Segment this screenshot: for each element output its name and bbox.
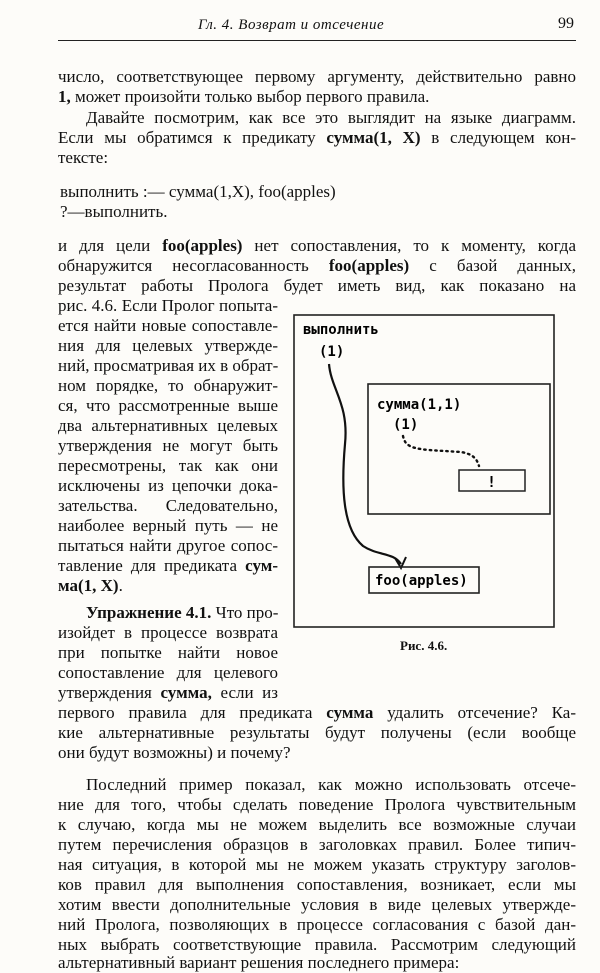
text-line: результат работы Пролога будет иметь вид, как показано на [58,276,576,295]
text-line: ний, просматривая их в обрат- [58,356,279,375]
text-line: наиболее верный путь — не [58,516,278,535]
text-line: пытаться найти другое сопос- [58,536,278,555]
text-line: зательства. Следовательно, [58,496,278,515]
flow-arrow-line [329,364,401,564]
text-line: и для цели foo(apples) нет сопоставления, то к моменту, когда [58,236,577,255]
text-line: ных выбрать соответствующие правила. Рассмотрим следующий [58,935,576,954]
dotted-backtrack [403,436,479,466]
page-number: 99 [558,15,574,32]
exercise-line: при попытке найти новое [58,643,278,662]
text-line: ном порядке, то обнаружит- [58,376,278,395]
exercise-line: первого правила для предиката сумма удалить отсечение? Ка- [58,703,576,722]
exercise-line: утверждения сумма, если из [58,683,278,702]
exercise-line: сопоставление для целевого [58,663,278,682]
figure-diagram [293,314,555,628]
code-line: ?—выполнить. [60,202,168,221]
text-line: пересмотрены, так как они [58,456,278,475]
inner-num: (1) [393,417,419,433]
text-line: альтернативный вариант решения последнего примера: [58,953,460,972]
text-line: число, соответствующее первому аргументу, действительно равно [58,67,576,86]
text-line: ется найти новые сопоставле- [58,316,278,335]
text-line: ние для того, чтобы сделать поведение Пролога чувствительным [58,795,576,814]
exercise-line: Упражнение 4.1. Что про- [86,603,279,622]
page-header [58,14,576,41]
text-line: 1, может произойти только выбор первого правила. [58,87,430,106]
text-line: ков правил для выполнения сопоставления, возникает, если мы [58,875,576,894]
figure-caption: Рис. 4.6. [400,638,448,653]
outer-num: (1) [319,344,345,360]
text-line: Давайте посмотрим, как все это выглядит на языке диаграмм. [86,108,576,127]
text-line: к случаю, когда мы не можем выделить все возможные случаи [58,815,576,834]
text-line: ния для целевых утвержде- [58,336,278,355]
text-line: тавление для предиката сум- [58,556,278,575]
text-line: ная ситуация, в которой мы не можем указать структуру заголов- [58,855,576,874]
text-line: ся, что рассмотренные выше [58,396,278,415]
text-line: два альтернативных целевых [58,416,278,435]
text-line: Если мы обратимся к предикату сумма(1, X) в следующем кон- [58,128,576,147]
text-line: путем перечисления образцов в заголовках правил. Более типич- [58,835,576,854]
text-line: утверждения не могут быть [58,436,278,455]
text-line: рис. 4.6. Если Пролог попыта- [58,296,278,315]
text-line: ний Пролога, позволяющих в процессе согласования с базой дан- [58,915,576,934]
text-line: хотим ввести дополнительные условия в виде целевых утвержде- [58,895,576,914]
chapter-title: Гл. 4. Возврат и отсечение [198,17,385,33]
text-line: Последний пример показал, как можно использовать отсече- [86,775,576,794]
text-line: обнаружится несогласованность foo(apples) с базой данных, [58,256,576,275]
exercise-line: изойдет в процессе возврата [58,623,278,642]
inner-label: сумма(1,1) [377,397,462,413]
exercise-line: кие альтернативные результаты будут получены (если вообще [58,723,576,742]
code-line: выполнить :— сумма(1,X), foo(apples) [60,182,336,201]
text-line: ма(1, X). [58,576,123,595]
cut-symbol: ! [487,473,497,491]
exercise-line: они будут возможны) и почему? [58,743,291,762]
text-line: тексте: [58,148,109,167]
target-label: foo(apples) [375,573,468,589]
outer-label: выполнить [303,322,379,338]
text-line: исключены из цепочки дока- [58,476,278,495]
